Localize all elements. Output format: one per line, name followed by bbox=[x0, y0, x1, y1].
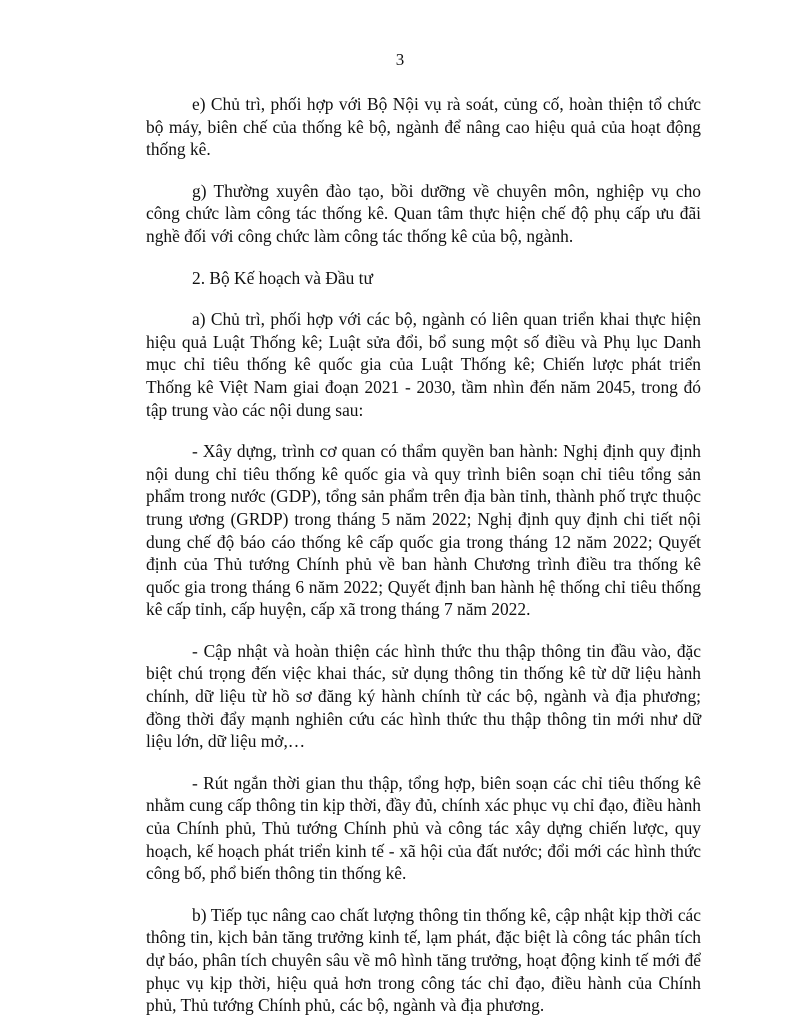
paragraph-e: e) Chủ trì, phối hợp với Bộ Nội vụ rà soát, củng cố, hoàn thiện tổ chức bộ máy, biên chế của thống kê bộ, ngành để nâng cao hiệu quả của hoạt động thống kê. bbox=[146, 94, 701, 160]
paragraph-g: g) Thường xuyên đào tạo, bồi dưỡng về chuyên môn, nghiệp vụ cho công chức làm công tác thống kê. Quan tâm thực hiện chế độ phụ cấp ưu đãi nghề đối với công chức làm công tác thống kê của bộ, ngành. bbox=[146, 180, 701, 246]
document-body bbox=[146, 93, 701, 1036]
page-number: 3 bbox=[395, 50, 405, 69]
paragraph-b: b) Tiếp tục nâng cao chất lượng thông tin thống kê, cập nhật kịp thời các thông tin, kịch bản tăng trưởng kinh tế, lạm phát, đặc biệt là công tác phân tích dự báo, phân tích chuyên sâu về mô hình tăng trưởng, hoạt động kinh tế mới để phục vụ kịp thời, hiệu quả hơn trong công tác chỉ đạo, điều hành của Chính phủ, Thủ tướng Chính phủ, các bộ, ngành và địa phương. bbox=[146, 904, 701, 1016]
bullet-item-3: - Rút ngắn thời gian thu thập, tổng hợp, biên soạn các chỉ tiêu thống kê nhằm cung cấp thông tin kịp thời, đầy đủ, chính xác phục vụ chỉ đạo, điều hành của Chính phủ, Thủ tướng Chính phủ và công tác xây dựng chiến lược, quy hoạch, kế hoạch phát triển kinh tế - xã hội của đất nước; đổi mới các hình thức công bố, phổ biến thông tin thống kê. bbox=[146, 772, 701, 884]
bullet-item-2: - Cập nhật và hoàn thiện các hình thức thu thập thông tin đầu vào, đặc biệt chú trọng đến việc khai thác, sử dụng thông tin thống kê từ dữ liệu hành chính, dữ liệu từ hồ sơ đăng ký hành chính từ các bộ, ngành và địa phương; đồng thời đẩy mạnh nghiên cứu các hình thức thu thập thông tin mới như dữ liệu lớn, dữ liệu mở,… bbox=[146, 640, 701, 752]
paragraph-a: a) Chủ trì, phối hợp với các bộ, ngành có liên quan triển khai thực hiện hiệu quả Luật Thống kê; Luật sửa đổi, bổ sung một số điều và Phụ lục Danh mục chỉ tiêu thống kê quốc gia của Luật Thống kê; Chiến lược phát triển Thống kê Việt Nam giai đoạn 2021 - 2030, tầm nhìn đến năm 2045, trong đó tập trung vào các nội dung sau: bbox=[146, 309, 701, 420]
bullet-item-1: - Xây dựng, trình cơ quan có thẩm quyền ban hành: Nghị định quy định nội dung chỉ tiêu thống kê quốc gia và quy trình biên soạn chỉ tiêu tổng sản phẩm trong nước (GDP), tổng sản phẩm trên địa bàn tỉnh, thành phố trực thuộc trung ương (GRDP) trong tháng 5 năm 2022; Nghị định quy định chi tiết nội dung chế độ báo cáo thống kê cấp quốc gia trong tháng 12 năm 2022; Quyết định của Thủ tướng Chính phủ về ban hành Chương trình điều tra thống kê quốc gia trong tháng 6 năm 2022; Quyết định ban hành hệ thống chỉ tiêu thống kê cấp tỉnh, cấp huyện, cấp xã trong tháng 7 năm 2022. bbox=[146, 441, 701, 620]
section-heading-2: 2. Bộ Kế hoạch và Đầu tư bbox=[192, 267, 373, 288]
